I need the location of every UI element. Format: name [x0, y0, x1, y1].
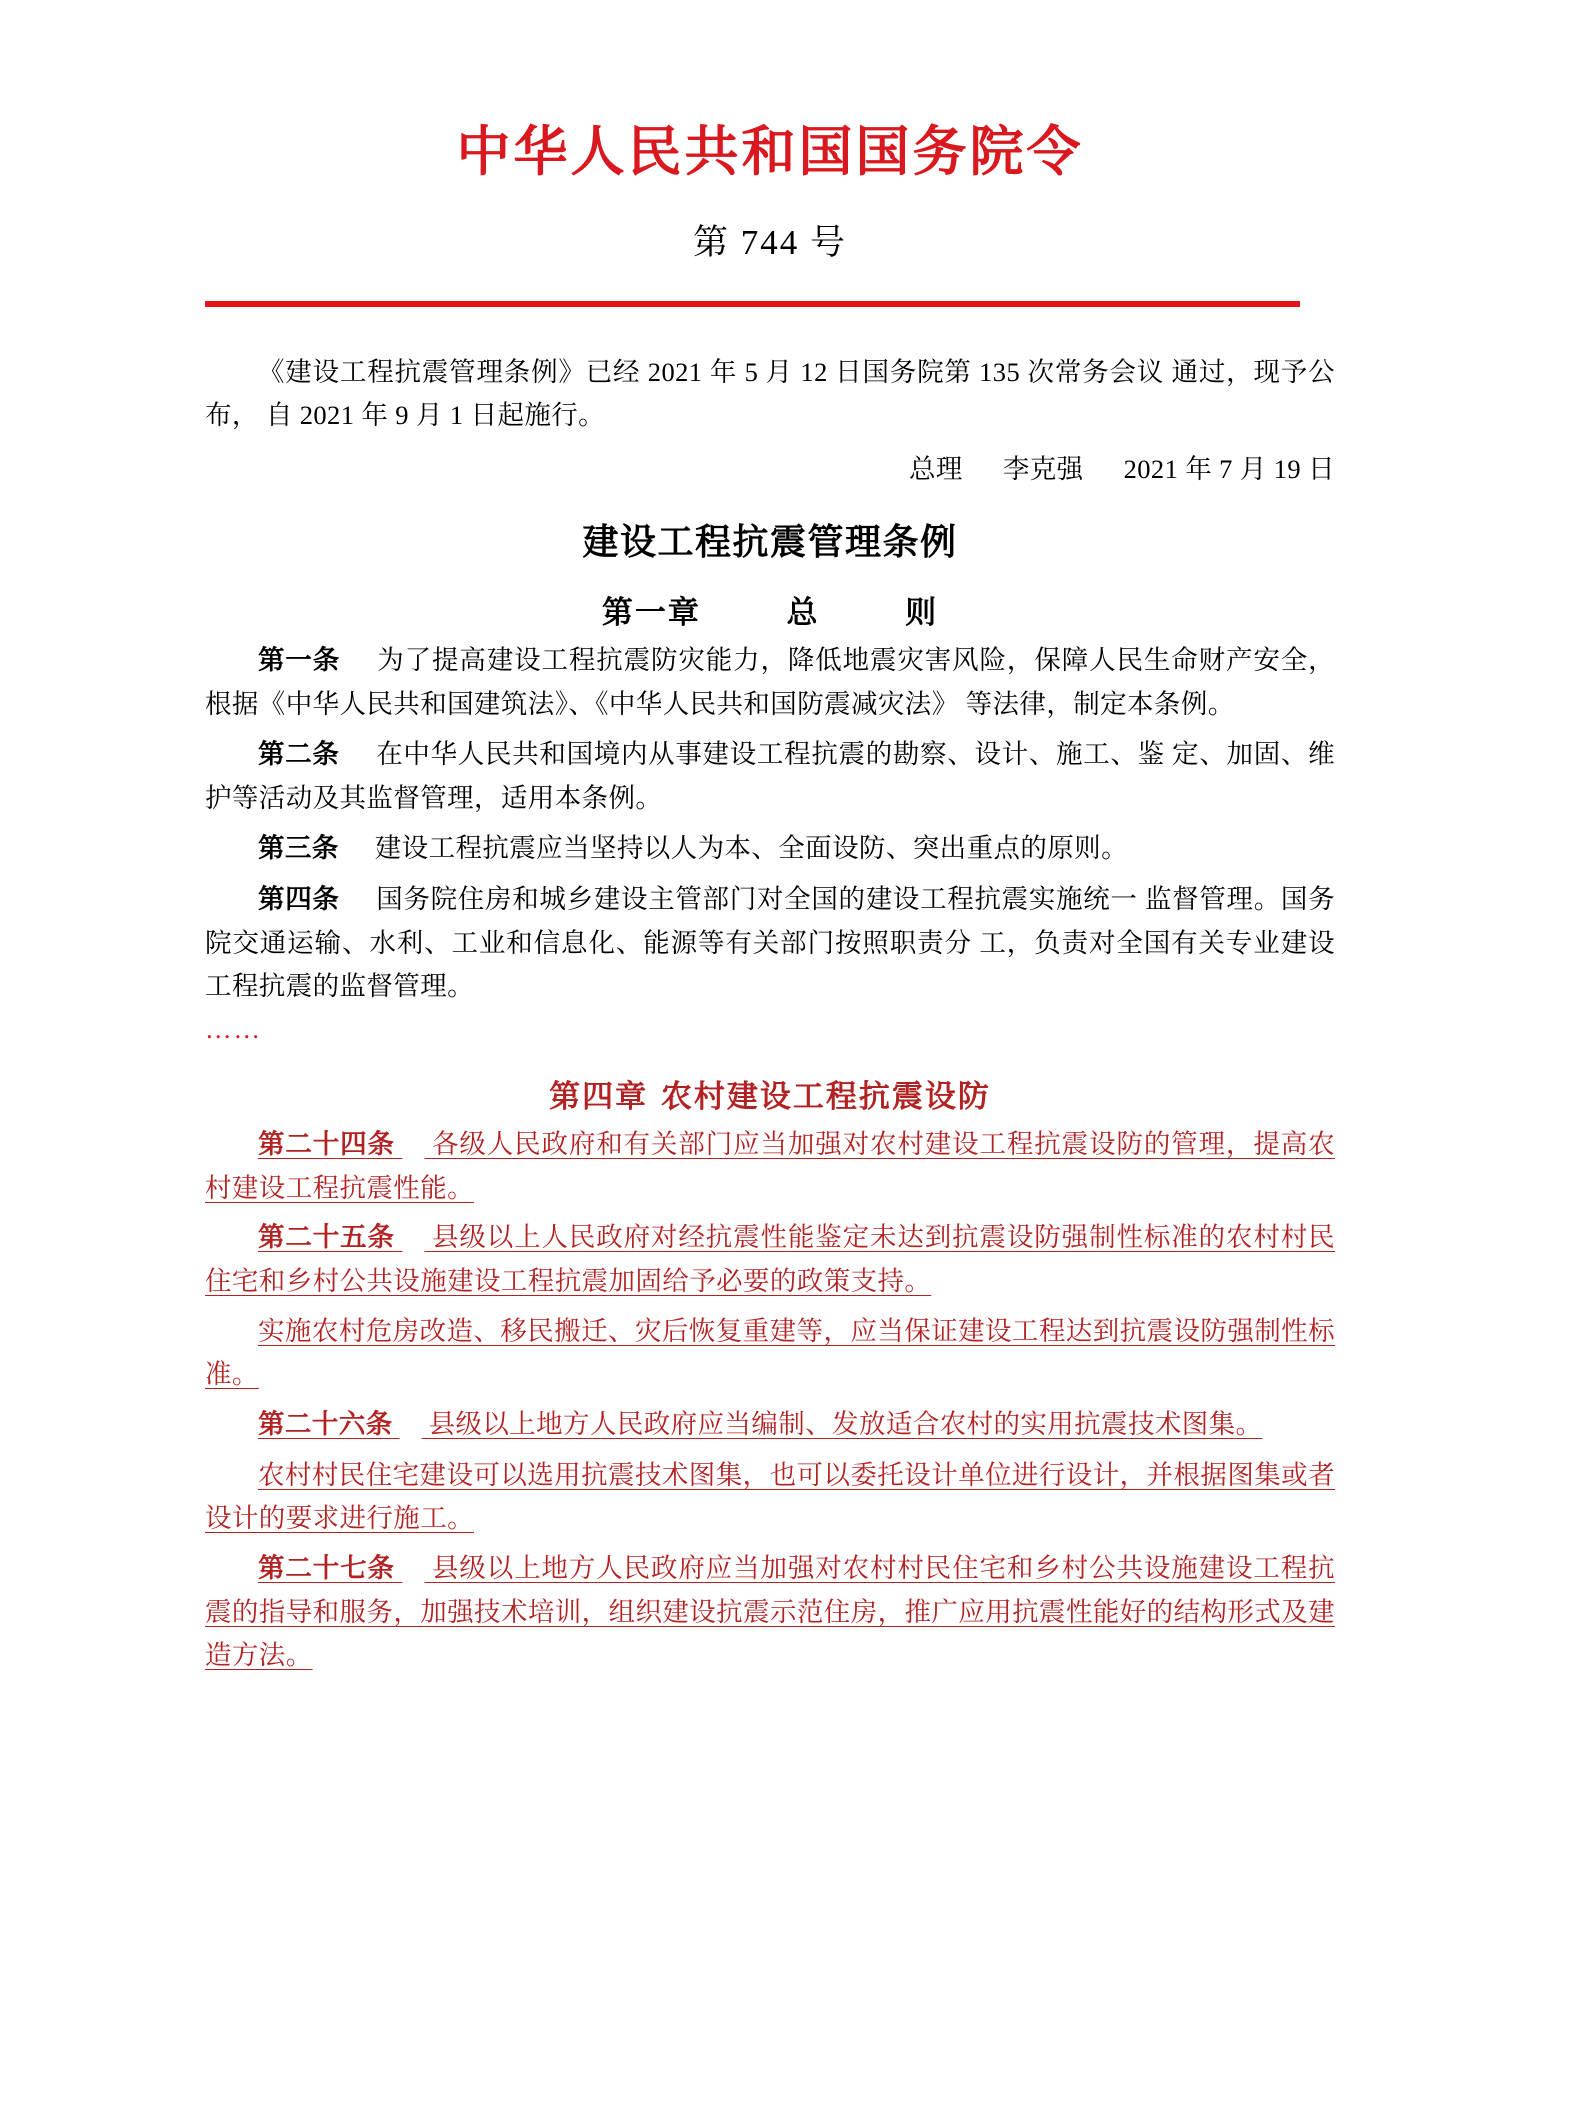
chapter-one-label: 第一章 — [601, 595, 701, 632]
revised-article-paragraph — [205, 1216, 1335, 1303]
chapter-one-name: 总 — [786, 595, 820, 632]
revised-article-paragraph — [205, 1403, 1335, 1447]
document-content — [205, 0, 1335, 1677]
signature-date: 2021 年 7 月 19 日 — [1123, 454, 1335, 485]
article-text: 为了提高建设工程抗震防灾能力，降低地震灾害风险，保障人民生命财产安全，根据《中华人民共和国建筑法》、《中华人民共和国防震减灾法》 等法律，制定本条例。 — [205, 645, 1336, 720]
revised-article-text: 实施农村危房改造、移民搬迁、灾后恢复重建等，应当保证建设工程达到抗震设防强制性标准。 — [205, 1316, 1335, 1390]
revised-article-text: 农村村民住宅建设可以选用抗震技术图集，也可以委托设计单位进行设计，并根据图集或者设计的要求进行施工。 — [205, 1460, 1335, 1533]
signature-block — [205, 447, 1335, 486]
chapter-four-heading — [205, 1071, 1335, 1116]
revised-article-paragraph — [205, 1310, 1335, 1396]
article-label: 第二条 — [258, 739, 340, 771]
revised-article-label: 第二十七条 — [258, 1552, 395, 1584]
revised-article-paragraph — [205, 1123, 1335, 1210]
article-paragraph — [205, 733, 1335, 820]
revised-article-text: 县级以上地方人民政府应当编制、发放适合农村的实用抗震技术图集。 — [428, 1409, 1263, 1440]
revised-section — [205, 1123, 1335, 1677]
regulation-title: 建设工程抗震管理条例 — [582, 521, 958, 564]
chapter-one-heading — [205, 587, 1335, 632]
article-label: 第一条 — [258, 645, 341, 677]
article-label: 第四条 — [258, 883, 340, 915]
promulgation-paragraph: 《建设工程抗震管理条例》已经 2021 年 5 月 12 日国务院第 135 次常务会议 通过，现予公布， 自 2021 年 9 月 1 日起施行。 — [205, 357, 1335, 431]
chapter-four-name: 农村建设工程抗震设防 — [660, 1078, 991, 1115]
revised-article-label: 第二十五条 — [258, 1222, 395, 1254]
chapter-four-label: 第四章 — [549, 1078, 649, 1115]
revised-article-label: 第二十六条 — [258, 1409, 393, 1441]
decree-number: 第 744 号 — [692, 223, 847, 263]
revised-article-paragraph — [205, 1547, 1335, 1677]
signer-role: 总理 — [908, 454, 963, 485]
chapter-one-name-2: 则 — [905, 595, 939, 632]
article-paragraph — [205, 639, 1335, 726]
revised-article-text: 各级人民政府和有关部门应当加强对农村建设工程抗震设防的管理，提高农村建设工程抗震性能。 — [205, 1128, 1336, 1203]
revised-article-paragraph — [205, 1454, 1335, 1540]
article-label: 第三条 — [258, 832, 339, 864]
article-text: 建设工程抗震应当坚持以人为本、全面设防、突出重点的原则。 — [374, 832, 1128, 863]
article-text: 国务院住房和城乡建设主管部门对全国的建设工程抗震实施统一 监督管理。国务院交通运输、水利、工业和信息化、能源等有关部门按照职责分 工，负责对全国有关专业建设工程抗震的监督管理。 — [205, 883, 1335, 1001]
article-paragraph — [205, 827, 1335, 871]
article-text: 在中华人民共和国境内从事建设工程抗震的勘察、设计、施工、鉴 定、加固、维护等活动及其监督管理，适用本条例。 — [205, 739, 1335, 813]
revised-article-text: 县级以上人民政府对经抗震性能鉴定未达到抗震设防强制性标准的农村村民住宅和乡村公共设施建设工程抗震加固给予必要的政策支持。 — [205, 1222, 1336, 1297]
revised-article-text: 县级以上地方人民政府应当加强对农村村民住宅和乡村公共设施建设工程抗震的指导和服务，加强技术培训，组织建设抗震示范住房，推广应用抗震性能好的结构形式及建造方法。 — [205, 1552, 1336, 1670]
signer-name: 李克强 — [1002, 454, 1084, 485]
red-divider — [205, 301, 1300, 307]
revised-article-label: 第二十四条 — [258, 1128, 395, 1160]
omission-ellipsis: …… — [205, 1013, 262, 1044]
article-paragraph — [205, 878, 1335, 1008]
page-title: 中华人民共和国国务院令 — [456, 119, 1084, 183]
